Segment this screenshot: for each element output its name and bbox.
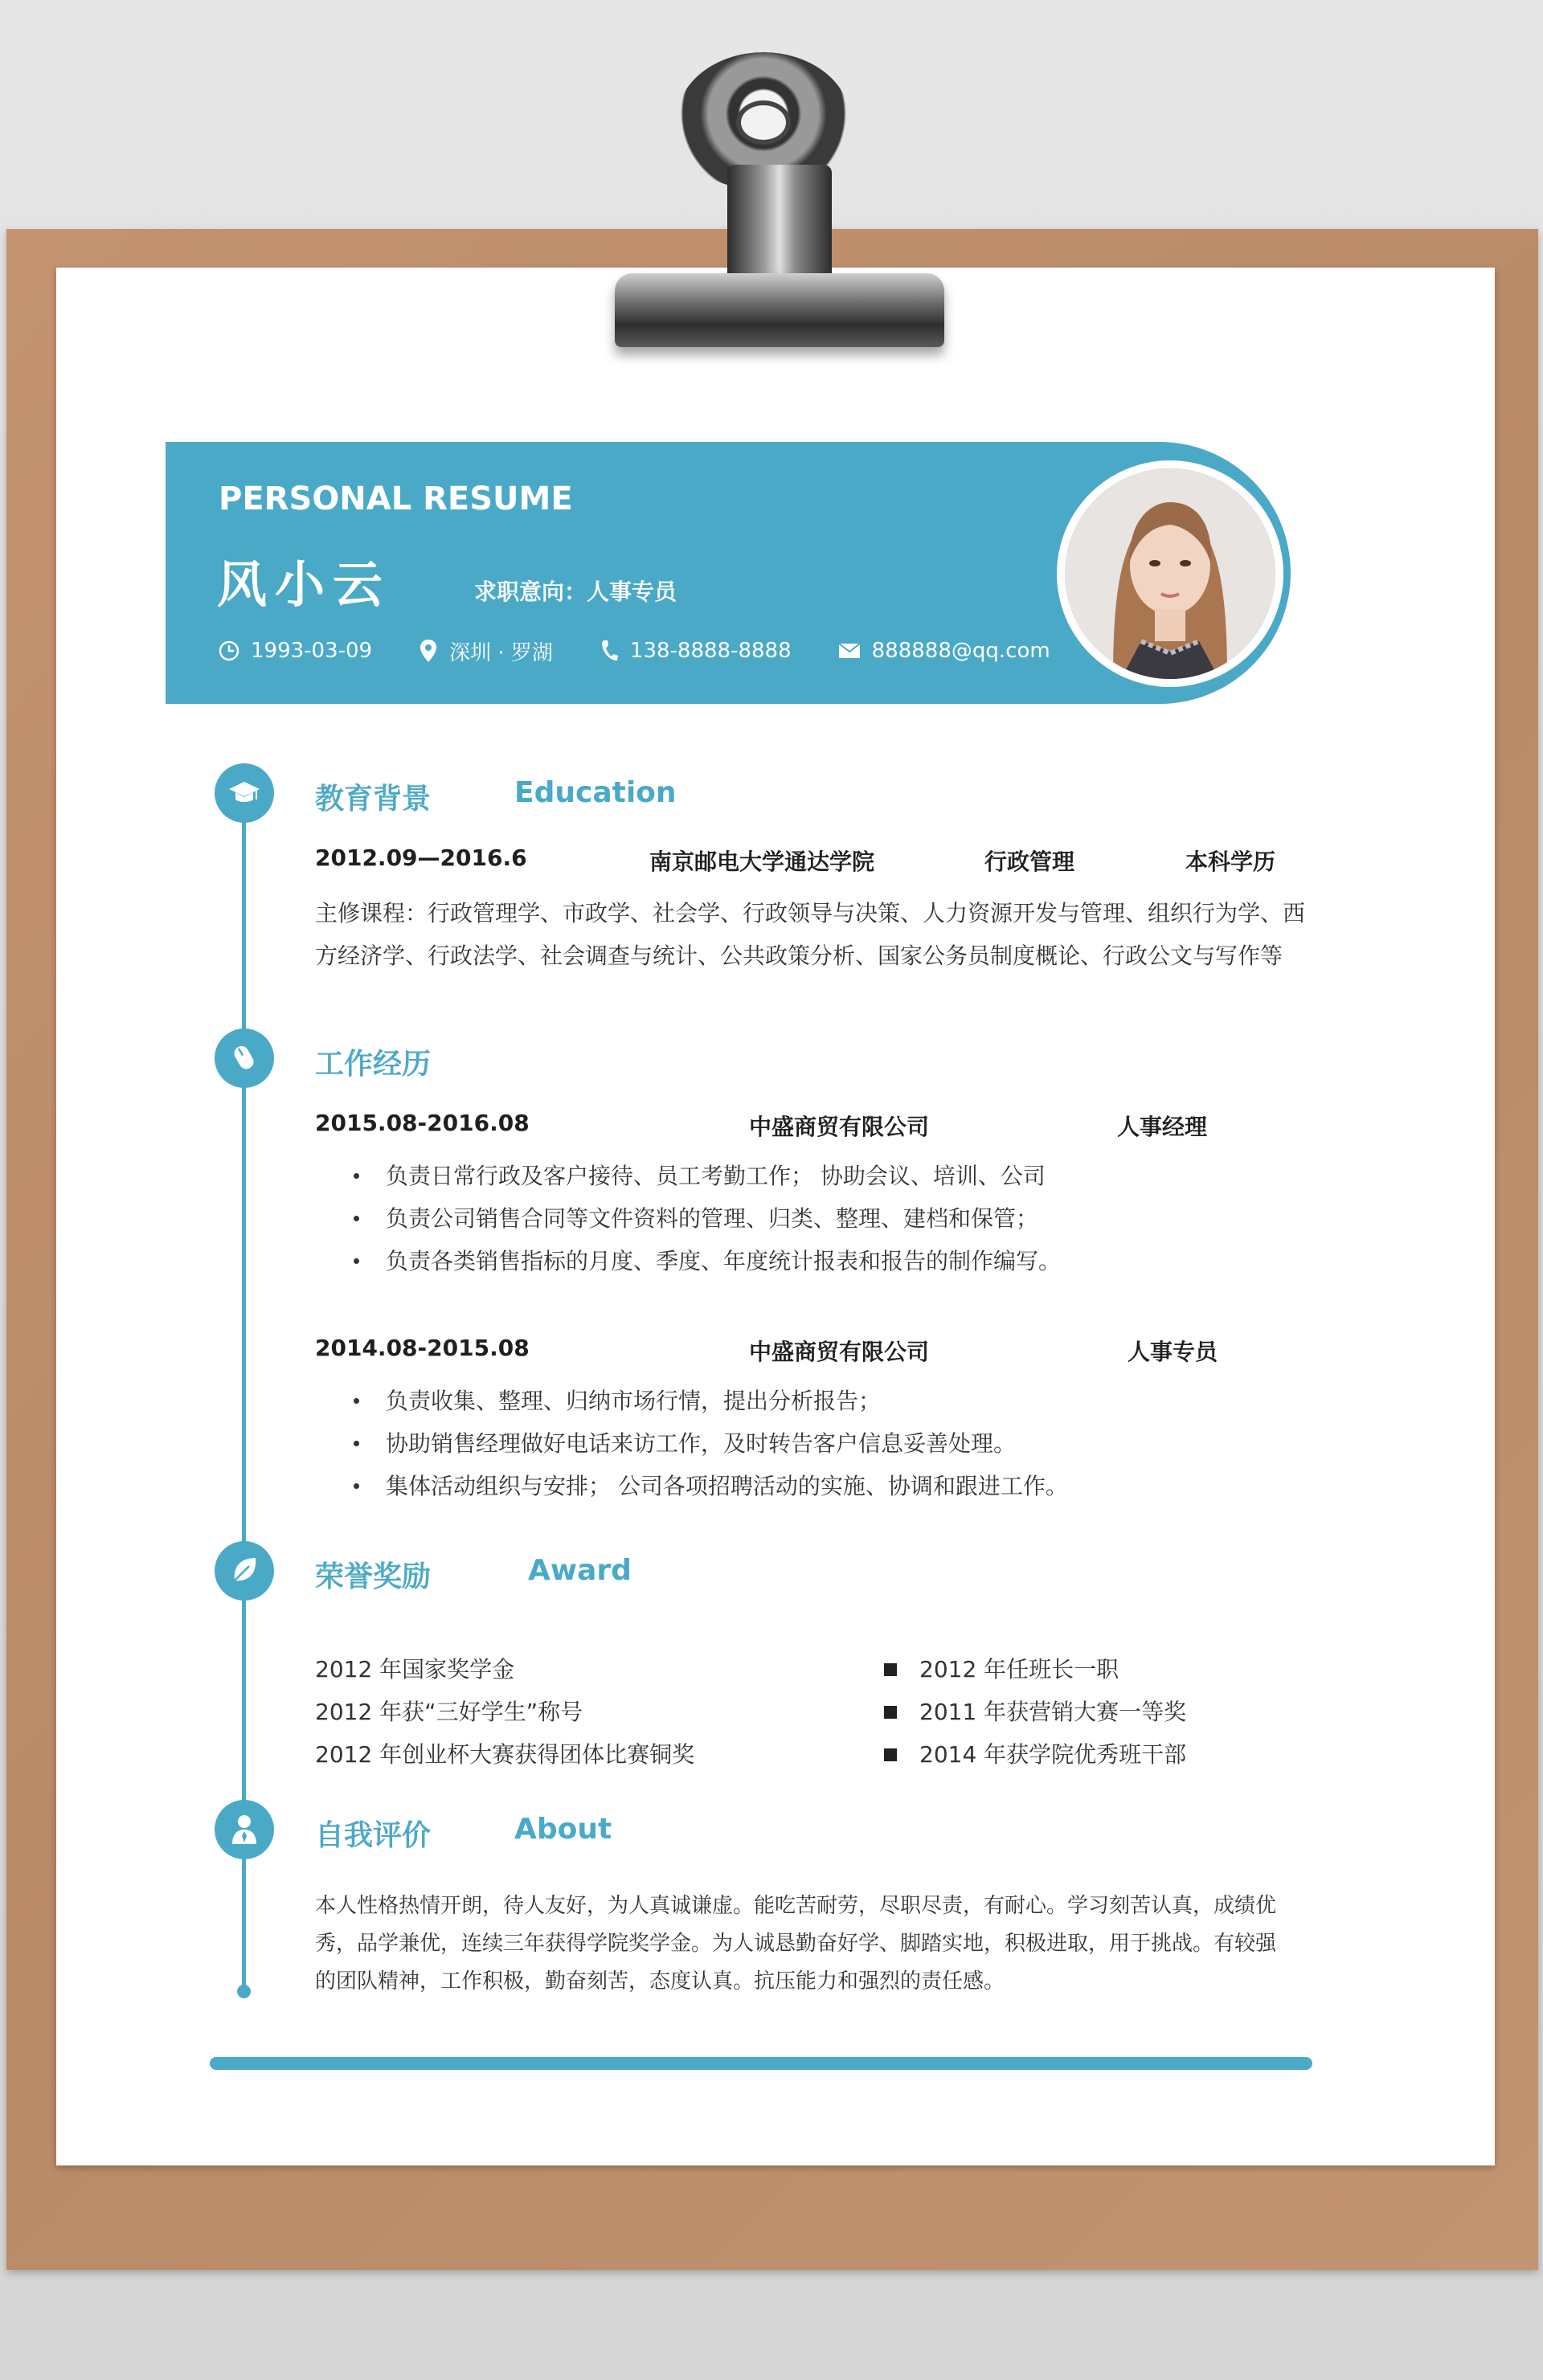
mouse-icon (231, 1042, 258, 1074)
award-title-en: Award (528, 1554, 632, 1587)
list-item: 2014 年获学院优秀班干部 (884, 1733, 1186, 1776)
envelope-icon (838, 643, 861, 659)
contact-birth (219, 639, 372, 663)
award-list-right (884, 1648, 1186, 1776)
education-title-cn: 教育背景 (315, 783, 432, 816)
list-item: 2011 年获营销大赛一等奖 (884, 1691, 1186, 1733)
education-school: 南京邮电大学通达学院 (649, 849, 875, 875)
education-period: 2012.09—2016.6 (315, 844, 527, 871)
candidate-name: 风小云 (217, 555, 391, 614)
list-item: 2012 年任班长一职 (884, 1648, 1186, 1691)
phone-icon (600, 639, 619, 663)
contact-email (838, 639, 1050, 663)
education-degree: 本科学历 (1185, 849, 1276, 875)
award-node (215, 1541, 274, 1601)
location-text: 深圳 · 罗湖 (449, 640, 553, 665)
about-title-cn: 自我评价 (315, 1819, 432, 1852)
resume-title: PERSONAL RESUME (219, 480, 573, 517)
list-item: 负责日常行政及客户接待、员工考勤工作； 协助会议、培训、公司 (346, 1155, 1061, 1197)
job1-duties (346, 1155, 1061, 1282)
work-node (215, 1028, 274, 1088)
job2-period: 2014.08-2015.08 (315, 1335, 530, 1361)
job-objective: 求职意向：人事专员 (474, 579, 677, 605)
about-title-en: About (514, 1813, 612, 1846)
list-item: 2012 年获“三好学生”称号 (315, 1699, 583, 1725)
job2-position: 人事专员 (1128, 1339, 1218, 1365)
contact-phone (600, 639, 792, 663)
avatar (1057, 460, 1283, 687)
email-address: 888888@qq.com (871, 639, 1050, 663)
about-line2: 秀，品学兼优，连续三年获得学院奖学金。为人诚恳勤奋好学、脚踏实地，积极进取，用于挑战。有较强 (315, 1932, 1277, 1956)
clock-icon (219, 640, 239, 661)
contact-location (419, 636, 553, 666)
location-pin-icon (419, 639, 438, 663)
job1-company: 中盛商贸有限公司 (749, 1114, 930, 1140)
education-title-en: Education (514, 776, 677, 809)
list-item: 2012 年国家奖学金 (315, 1656, 515, 1683)
person-icon (230, 1814, 259, 1846)
timeline-end-dot (237, 1985, 251, 1998)
education-node (215, 763, 274, 823)
award-list-left (315, 1648, 694, 1776)
education-courses-line1: 主修课程：行政管理学、市政学、社会学、行政领导与决策、人力资源开发与管理、组织行为学、西 (315, 900, 1306, 926)
birth-date: 1993-03-09 (251, 639, 373, 663)
list-item: 负责各类销售指标的月度、季度、年度统计报表和报告的制作编写。 (346, 1240, 1061, 1282)
job1-period: 2015.08-2016.08 (315, 1110, 530, 1136)
job2-duties (346, 1380, 1068, 1507)
education-major: 行政管理 (984, 849, 1075, 875)
about-node (215, 1800, 274, 1859)
binder-clip-neck (727, 165, 832, 285)
bottom-accent-bar (210, 2057, 1312, 2070)
work-title-cn: 工作经历 (315, 1048, 432, 1081)
list-item: 2012 年创业杯大赛获得团体比赛铜奖 (315, 1741, 695, 1768)
binder-clip-hole (736, 100, 791, 145)
graduation-cap-icon (227, 780, 261, 806)
phone-number: 138-8888-8888 (629, 639, 792, 663)
award-title-cn: 荣誉奖励 (315, 1560, 432, 1593)
list-item: 协助销售经理做好电话来访工作，及时转告客户信息妥善处理。 (346, 1422, 1068, 1465)
list-item: 负责收集、整理、归纳市场行情，提出分析报告； (346, 1380, 1068, 1422)
contact-row (219, 635, 1097, 667)
portrait-illustration (1065, 468, 1275, 679)
job1-position: 人事经理 (1117, 1114, 1208, 1140)
about-line3: 的团队精神，工作积极，勤奋刻苦，态度认真。抗压能力和强烈的责任感。 (315, 1969, 1005, 1994)
portrait-photo (1065, 468, 1275, 679)
about-line1: 本人性格热情开朗，待人友好，为人真诚谦虚。能吃苦耐劳，尽职尽责，有耐心。学习刻苦认真，成绩优 (315, 1894, 1277, 1918)
job2-company: 中盛商贸有限公司 (749, 1339, 930, 1365)
leaf-icon (228, 1555, 260, 1587)
binder-clip-base (615, 273, 944, 347)
list-item: 集体活动组织与安排； 公司各项招聘活动的实施、协调和跟进工作。 (346, 1465, 1068, 1507)
list-item: 负责公司销售合同等文件资料的管理、归类、整理、建档和保管； (346, 1197, 1061, 1240)
education-courses-line2: 方经济学、行政法学、社会调查与统计、公共政策分析、国家公务员制度概论、行政公文与写作等 (315, 943, 1283, 969)
